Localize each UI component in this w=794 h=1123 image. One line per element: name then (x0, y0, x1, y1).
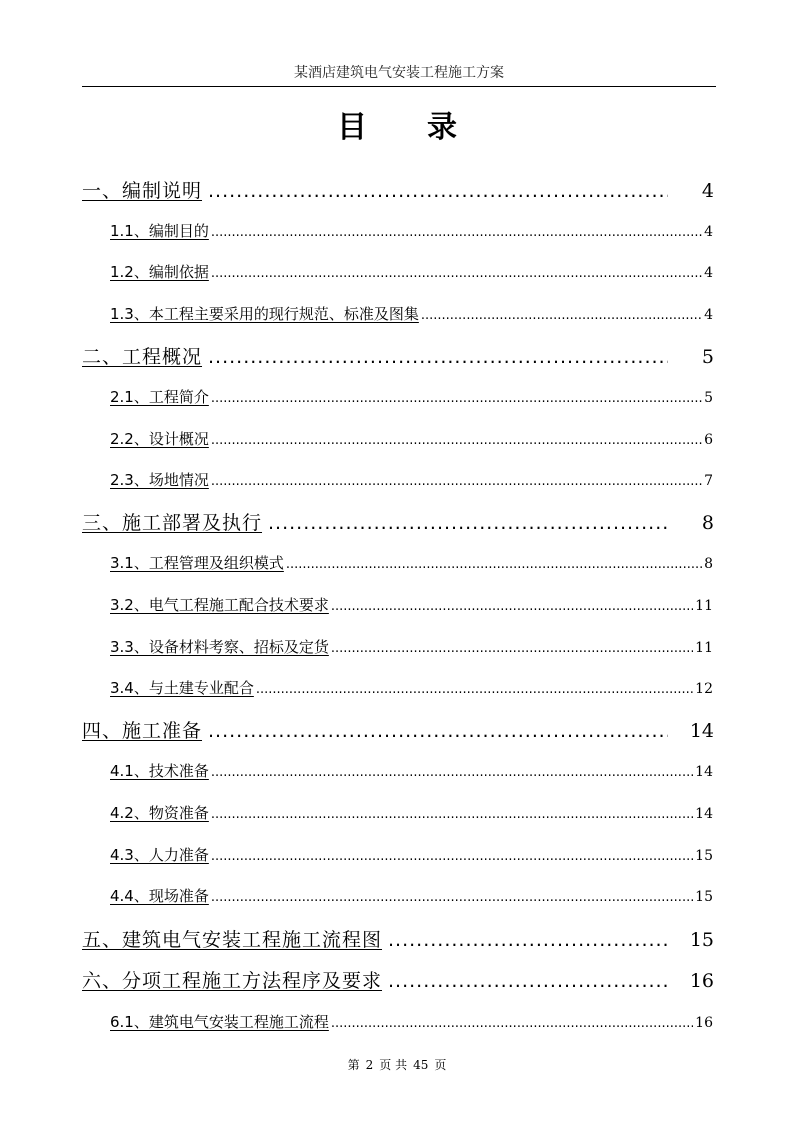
toc-entry-label[interactable]: 1.1、编制目的 (110, 222, 209, 240)
toc-entry-3-2[interactable] (110, 594, 713, 615)
toc-entry-label[interactable]: 4.2、物资准备 (110, 804, 209, 822)
footer-prefix: 第 (347, 1058, 360, 1072)
toc-entry-label[interactable]: 6.1、建筑电气安装工程施工流程 (110, 1013, 329, 1031)
toc-entry-page: 14 (689, 720, 714, 742)
toc-entry-section-3[interactable] (82, 508, 714, 535)
toc-entry-label[interactable]: 2.1、工程简介 (110, 388, 209, 406)
toc-entry-page: 12 (695, 681, 713, 697)
toc-entry-4-2[interactable] (110, 802, 713, 823)
toc-entry-4-3[interactable] (110, 844, 713, 865)
toc-entry-label[interactable]: 二、工程概况 (82, 346, 203, 368)
toc-entry-page: 4 (704, 265, 713, 281)
title-char-2: 录 (427, 110, 457, 145)
toc-entry-page: 8 (704, 556, 713, 572)
toc-entry-page: 5 (701, 346, 714, 368)
toc-entry-label[interactable]: 3.4、与土建专业配合 (110, 679, 254, 697)
toc-entry-1-1[interactable] (110, 220, 713, 241)
footer-mid: 页 共 (379, 1058, 408, 1072)
toc-entry-section-6[interactable] (82, 966, 714, 993)
footer-total-pages: 45 (413, 1058, 429, 1072)
toc-entry-4-4[interactable] (110, 885, 713, 906)
toc-entry-label[interactable]: 五、建筑电气安装工程施工流程图 (82, 929, 383, 951)
document-title: 某酒店建筑电气安装工程施工方案 (294, 65, 504, 81)
toc-entry-label[interactable]: 4.3、人力准备 (110, 846, 209, 864)
toc-entry-label[interactable]: 四、施工准备 (82, 720, 203, 742)
toc-entry-4-1[interactable] (110, 760, 713, 781)
toc-entry-page: 4 (704, 307, 713, 323)
toc-entry-label[interactable]: 4.4、现场准备 (110, 887, 209, 905)
toc-entry-1-3[interactable] (110, 303, 713, 324)
toc-entry-label[interactable]: 2.2、设计概况 (110, 430, 209, 448)
toc-entry-label[interactable]: 一、编制说明 (82, 180, 203, 202)
toc-entry-section-2[interactable] (82, 342, 714, 369)
toc-entry-2-3[interactable] (110, 469, 713, 490)
toc-entry-section-5[interactable] (82, 925, 714, 952)
toc-entry-label[interactable]: 3.1、工程管理及组织模式 (110, 554, 284, 572)
page-footer (0, 1056, 794, 1073)
toc-entry-page: 15 (689, 929, 714, 951)
toc-entry-3-1[interactable] (110, 552, 713, 573)
toc-entry-page: 11 (695, 598, 713, 614)
toc-entry-3-4[interactable] (110, 677, 713, 698)
toc-entry-page: 14 (695, 764, 713, 780)
toc-entry-page: 14 (695, 806, 713, 822)
toc-entry-label[interactable]: 2.3、场地情况 (110, 471, 209, 489)
toc-entry-label[interactable]: 4.1、技术准备 (110, 762, 209, 780)
toc-entry-page: 5 (704, 390, 713, 406)
toc-entry-2-1[interactable] (110, 386, 713, 407)
toc-entry-section-1[interactable] (82, 176, 714, 203)
toc-entry-3-3[interactable] (110, 636, 713, 657)
toc-entry-label[interactable]: 六、分项工程施工方法程序及要求 (82, 970, 383, 992)
footer-current-page: 2 (365, 1058, 374, 1072)
toc-entry-2-2[interactable] (110, 428, 713, 449)
toc-entry-section-4[interactable] (82, 716, 714, 743)
toc-entry-page: 4 (704, 224, 713, 240)
toc-entry-page: 8 (701, 512, 714, 534)
toc-entry-page: 11 (695, 640, 713, 656)
toc-entry-label[interactable]: 三、施工部署及执行 (82, 512, 263, 534)
toc-entry-page: 6 (704, 432, 713, 448)
toc-entry-page: 16 (689, 970, 714, 992)
toc-entry-1-2[interactable] (110, 261, 713, 282)
toc-entry-page: 16 (695, 1015, 713, 1031)
toc-entry-label[interactable]: 1.3、本工程主要采用的现行规范、标准及图集 (110, 305, 419, 323)
title-char-1: 目 (337, 110, 367, 145)
toc-entry-label[interactable]: 3.2、电气工程施工配合技术要求 (110, 596, 329, 614)
toc-entry-label[interactable]: 1.2、编制依据 (110, 263, 209, 281)
footer-suffix: 页 (434, 1058, 447, 1072)
toc-entry-page: 7 (704, 473, 713, 489)
toc-entry-page: 15 (695, 848, 713, 864)
toc-entry-page: 4 (701, 180, 714, 202)
toc-entry-6-1[interactable] (110, 1011, 713, 1032)
toc-entry-label[interactable]: 3.3、设备材料考察、招标及定货 (110, 638, 329, 656)
toc-entry-page: 15 (695, 889, 713, 905)
